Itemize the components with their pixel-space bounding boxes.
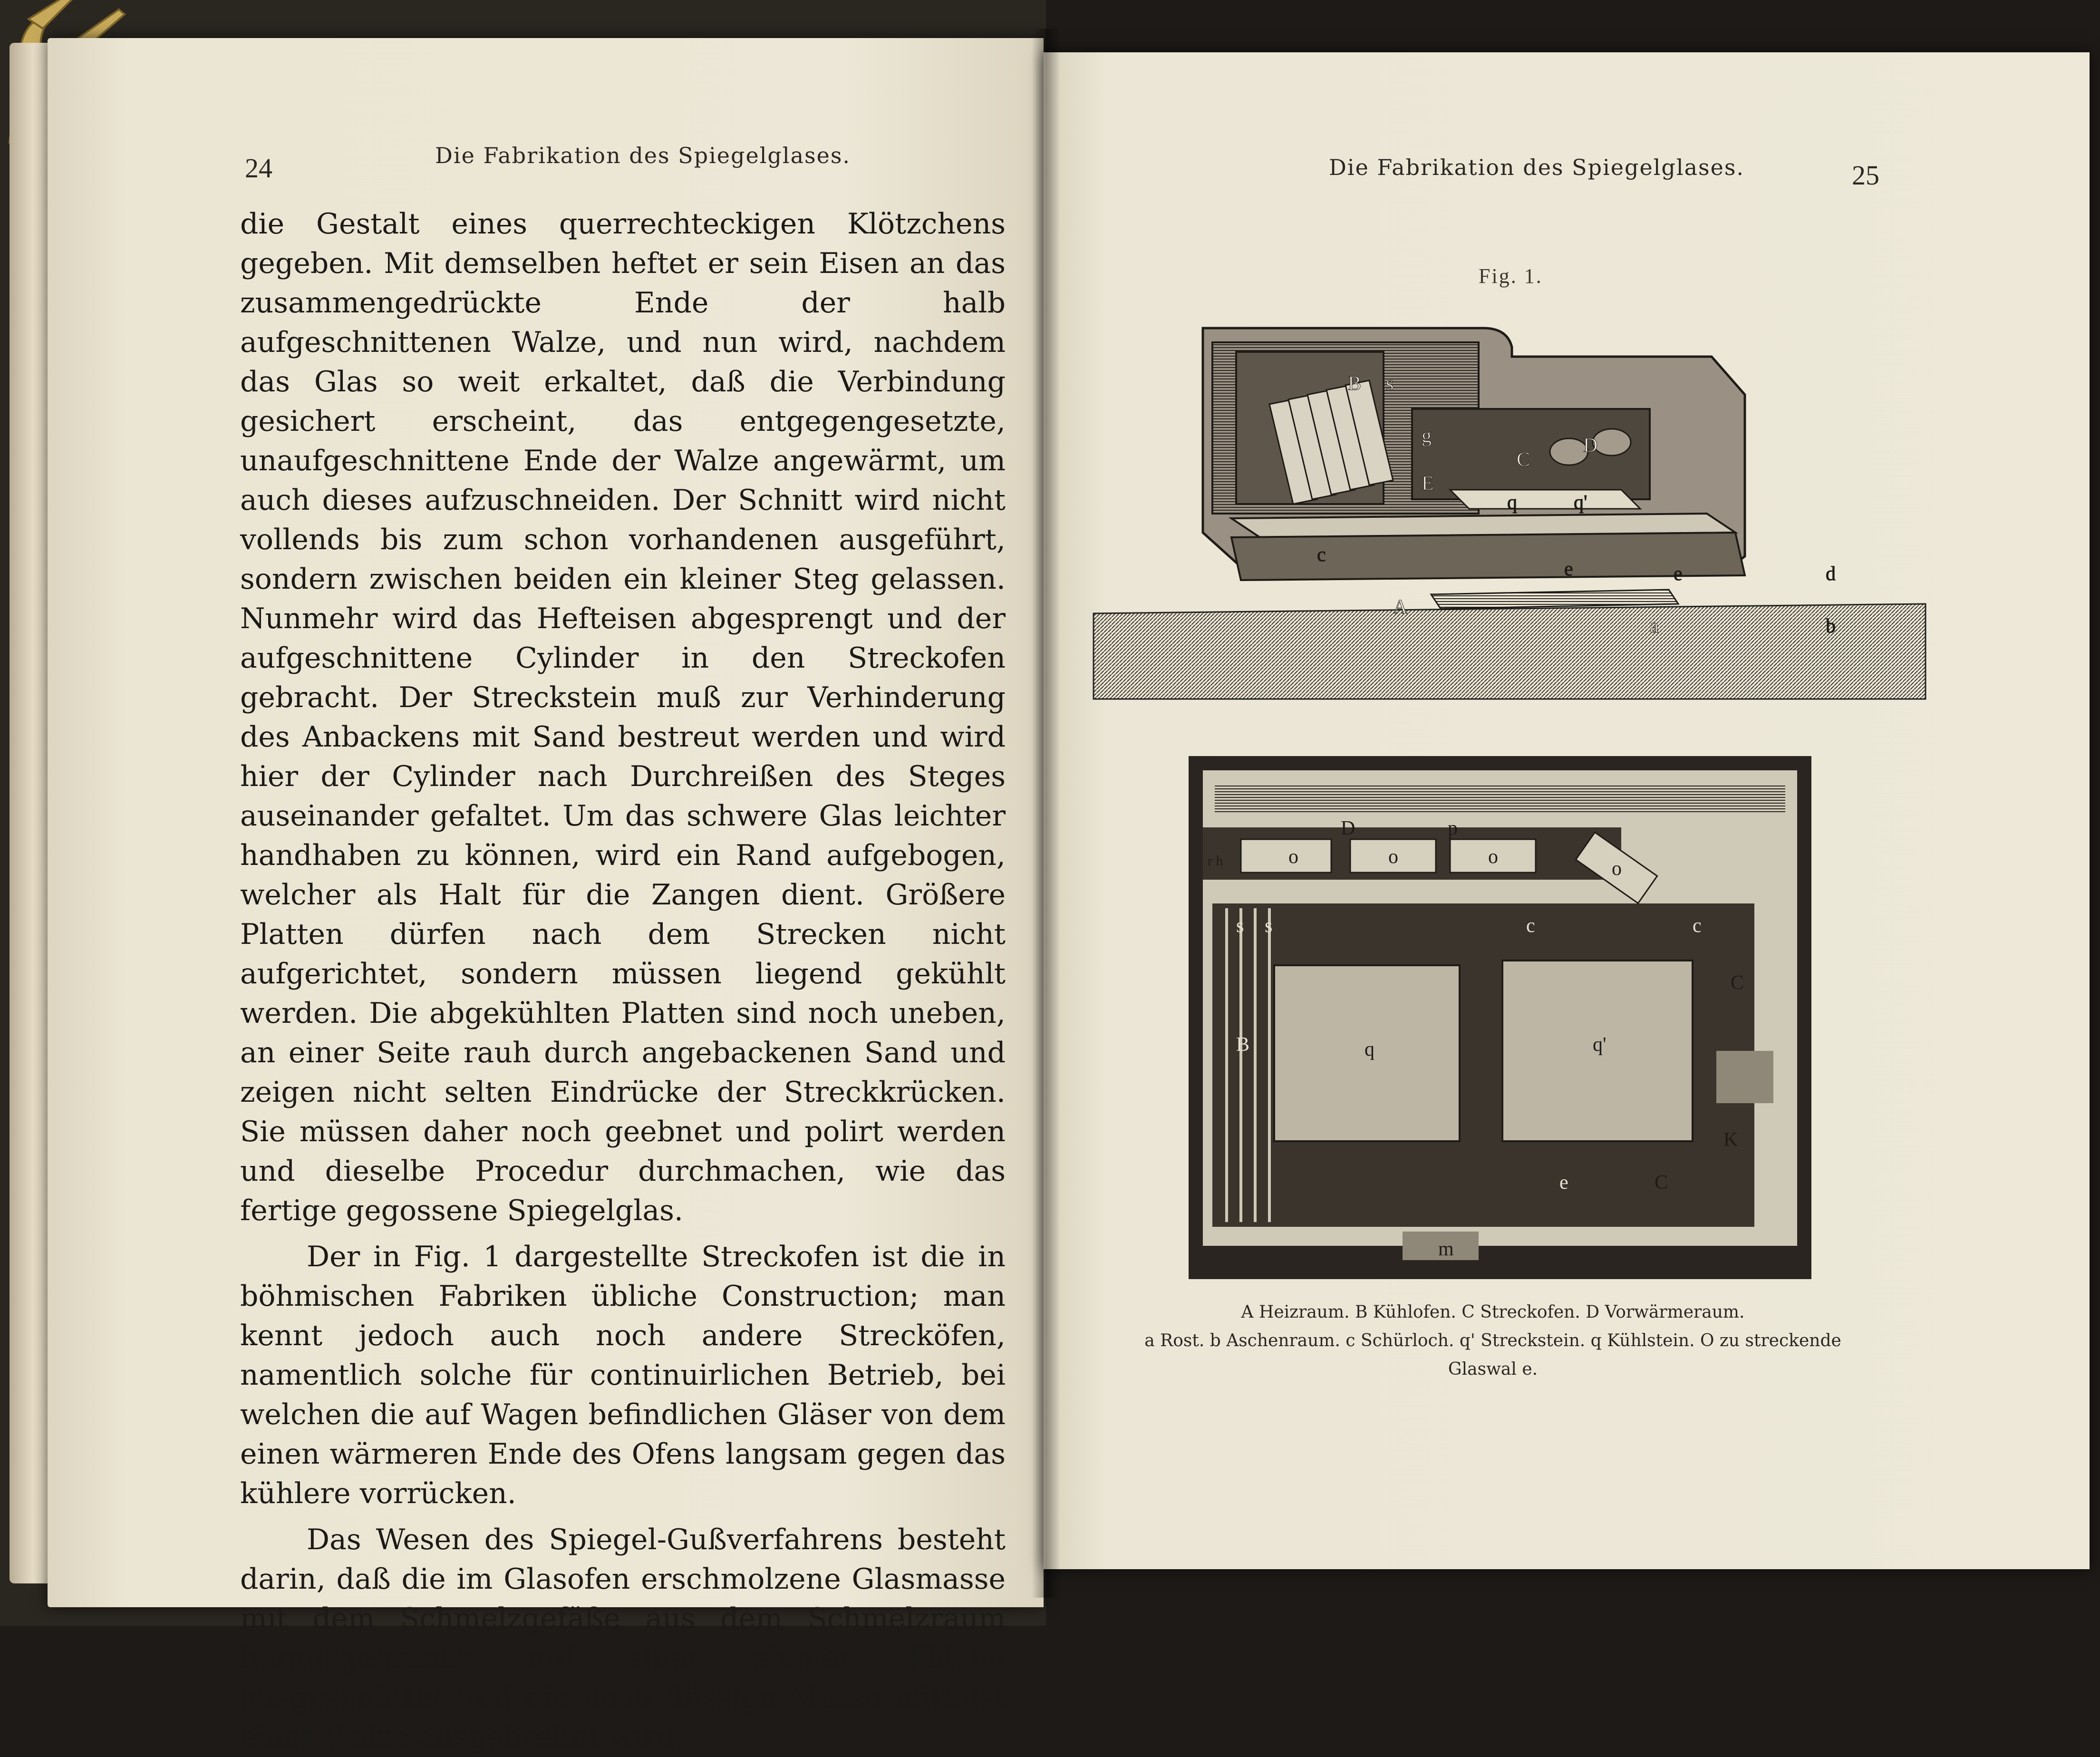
fig-plan-label-left: r h [1208, 853, 1223, 869]
fig-plan-label-q2: q' [1593, 1034, 1606, 1056]
figure-label: Fig. 1. [1479, 264, 1543, 288]
fig-top-label-s: s [1386, 373, 1394, 395]
furnace-perspective-figure [1089, 309, 1935, 704]
book-gutter [1032, 29, 1060, 1598]
fig-top-label-C: C [1517, 449, 1530, 471]
fig-plan-label-o3: o [1488, 846, 1498, 868]
fig-plan-label-q: q [1365, 1039, 1374, 1060]
figure-caption [1122, 1298, 1864, 1384]
fig-top-label-q2: q' [1574, 492, 1587, 514]
fig-top-label-q: q [1507, 492, 1517, 514]
fig-plan-label-D: D [1341, 817, 1355, 839]
paragraph-1: die Gestalt eines querrechteckigen Klötzchens gegeben. Mit demselben heftet er sein Eisen an das zusammengedrückte Ende der halb aufgeschnittenen Walze, und nun wird, nachdem das Glas so weit erkaltet, daß die Verbindung gesichert erscheint, das entgegengesetzte, unaufgeschnittene Ende der Walze angewärmt, um auch dieses aufzuschneiden. Der Schnitt wird nicht vollends bis zum schon vorhandenen ausgeführt, sondern zwischen beiden ein kleiner Steg gelassen. Nunmehr wird das Hefteisen abgesprengt und der aufgeschnittene Cylinder in den Streckofen gebracht. Der Streckstein muß zur Verhinderung des Anbackens mit Sand bestreut werden und wird hier der Cylinder nach Durchreißen des Steges auseinander gefaltet. Um das schwere Glas leichter handhaben zu können, wird ein Rand aufgebogen, welcher als Halt für die Zangen dient. Größere Platten dürfen nach dem Strecken nicht aufgerichtet, sondern müssen liegend gekühlt werden. Die abgekühlten Platten sind noch uneben, an einer Seite rauh durch angebackenen Sand und zeigen nicht selten Eindrücke der Streckkrücken. Sie müssen daher noch geebnet und polirt werden und dieselbe Procedur durchmachen, wie das fertige gegossene Spiegelglas. [240, 207, 1006, 1227]
fig-top-label-B: B [1348, 373, 1362, 395]
fig-plan-label-o1: o [1288, 846, 1298, 868]
fig-top-label-c: c [1317, 544, 1326, 566]
page-number-left: 24 [245, 153, 272, 184]
fig-plan-label-o4: o [1612, 858, 1622, 880]
fig-plan-label-K: K [1723, 1129, 1738, 1151]
fig-plan-label-s2: s [1265, 915, 1273, 937]
running-head-right: Die Fabrikation des Spiegelglases. [1329, 155, 1745, 180]
fig-top-label-A: A [1393, 596, 1408, 618]
fig-top-label-e2: e [1674, 563, 1683, 585]
fig-top-label-b: b [1826, 615, 1836, 637]
fig-plan-label-C2: C [1655, 1172, 1668, 1194]
running-head-left: Die Fabrikation des Spiegelglases. [435, 143, 851, 168]
page-number-right: 25 [1852, 160, 1879, 191]
caption-line-1: A Heizraum. B Kühlofen. C Streckofen. D Vorwärmeraum. [1241, 1302, 1745, 1322]
fig-plan-label-c2: c [1693, 915, 1702, 937]
fig-top-label-E: E [1422, 473, 1434, 495]
fig-top-label-a: a [1650, 615, 1659, 637]
fig-plan-label-e: e [1559, 1172, 1568, 1194]
fig-plan-label-s1: s [1236, 915, 1244, 937]
fig-plan-label-C1: C [1731, 972, 1744, 994]
fig-plan-label-c1: c [1526, 915, 1535, 937]
paragraph-3: Das Wesen des Spiegel-Gußverfahrens besteht darin, daß die im Glasofen erschmolzene Glasmasse mit dem Schmelzgefäße aus dem Schmelzraum herausgebracht, auf einer ebenen Fläche ausgeschüttet und die noch flüssige Masse mittelst einer Walze ausgebreitet wird. [240, 1523, 1006, 1754]
fig-plan-label-B: B [1236, 1034, 1250, 1056]
fig-top-label-D: D [1583, 435, 1598, 456]
left-page-body [240, 204, 1006, 1757]
caption-line-2: a Rost. b Aschenraum. c Schürloch. q' Streckstein. q Kühlstein. O zu streckende [1144, 1331, 1841, 1350]
fig-top-label-g: g [1422, 425, 1432, 447]
fig-top-label-e1: e [1564, 558, 1573, 580]
paragraph-2: Der in Fig. 1 dargestellte Streckofen ist die in böhmischen Fabriken übliche Construction; man kennt jedoch auch noch andere Strecköfen, namentlich solche für continuirlichen Betrieb, bei welchen die auf Wagen befindlichen Gläser von dem einen wärmeren Ende des Ofens langsam gegen das kühlere vorrücken. [240, 1240, 1006, 1510]
fig-plan-label-m: m [1438, 1238, 1454, 1260]
furnace-plan-figure [1189, 756, 1811, 1279]
fig-top-label-d: d [1826, 563, 1836, 585]
fig-plan-label-p: p [1448, 817, 1458, 839]
fig-plan-label-o2: o [1388, 846, 1398, 868]
caption-line-3: Glaswal e. [1448, 1359, 1538, 1379]
